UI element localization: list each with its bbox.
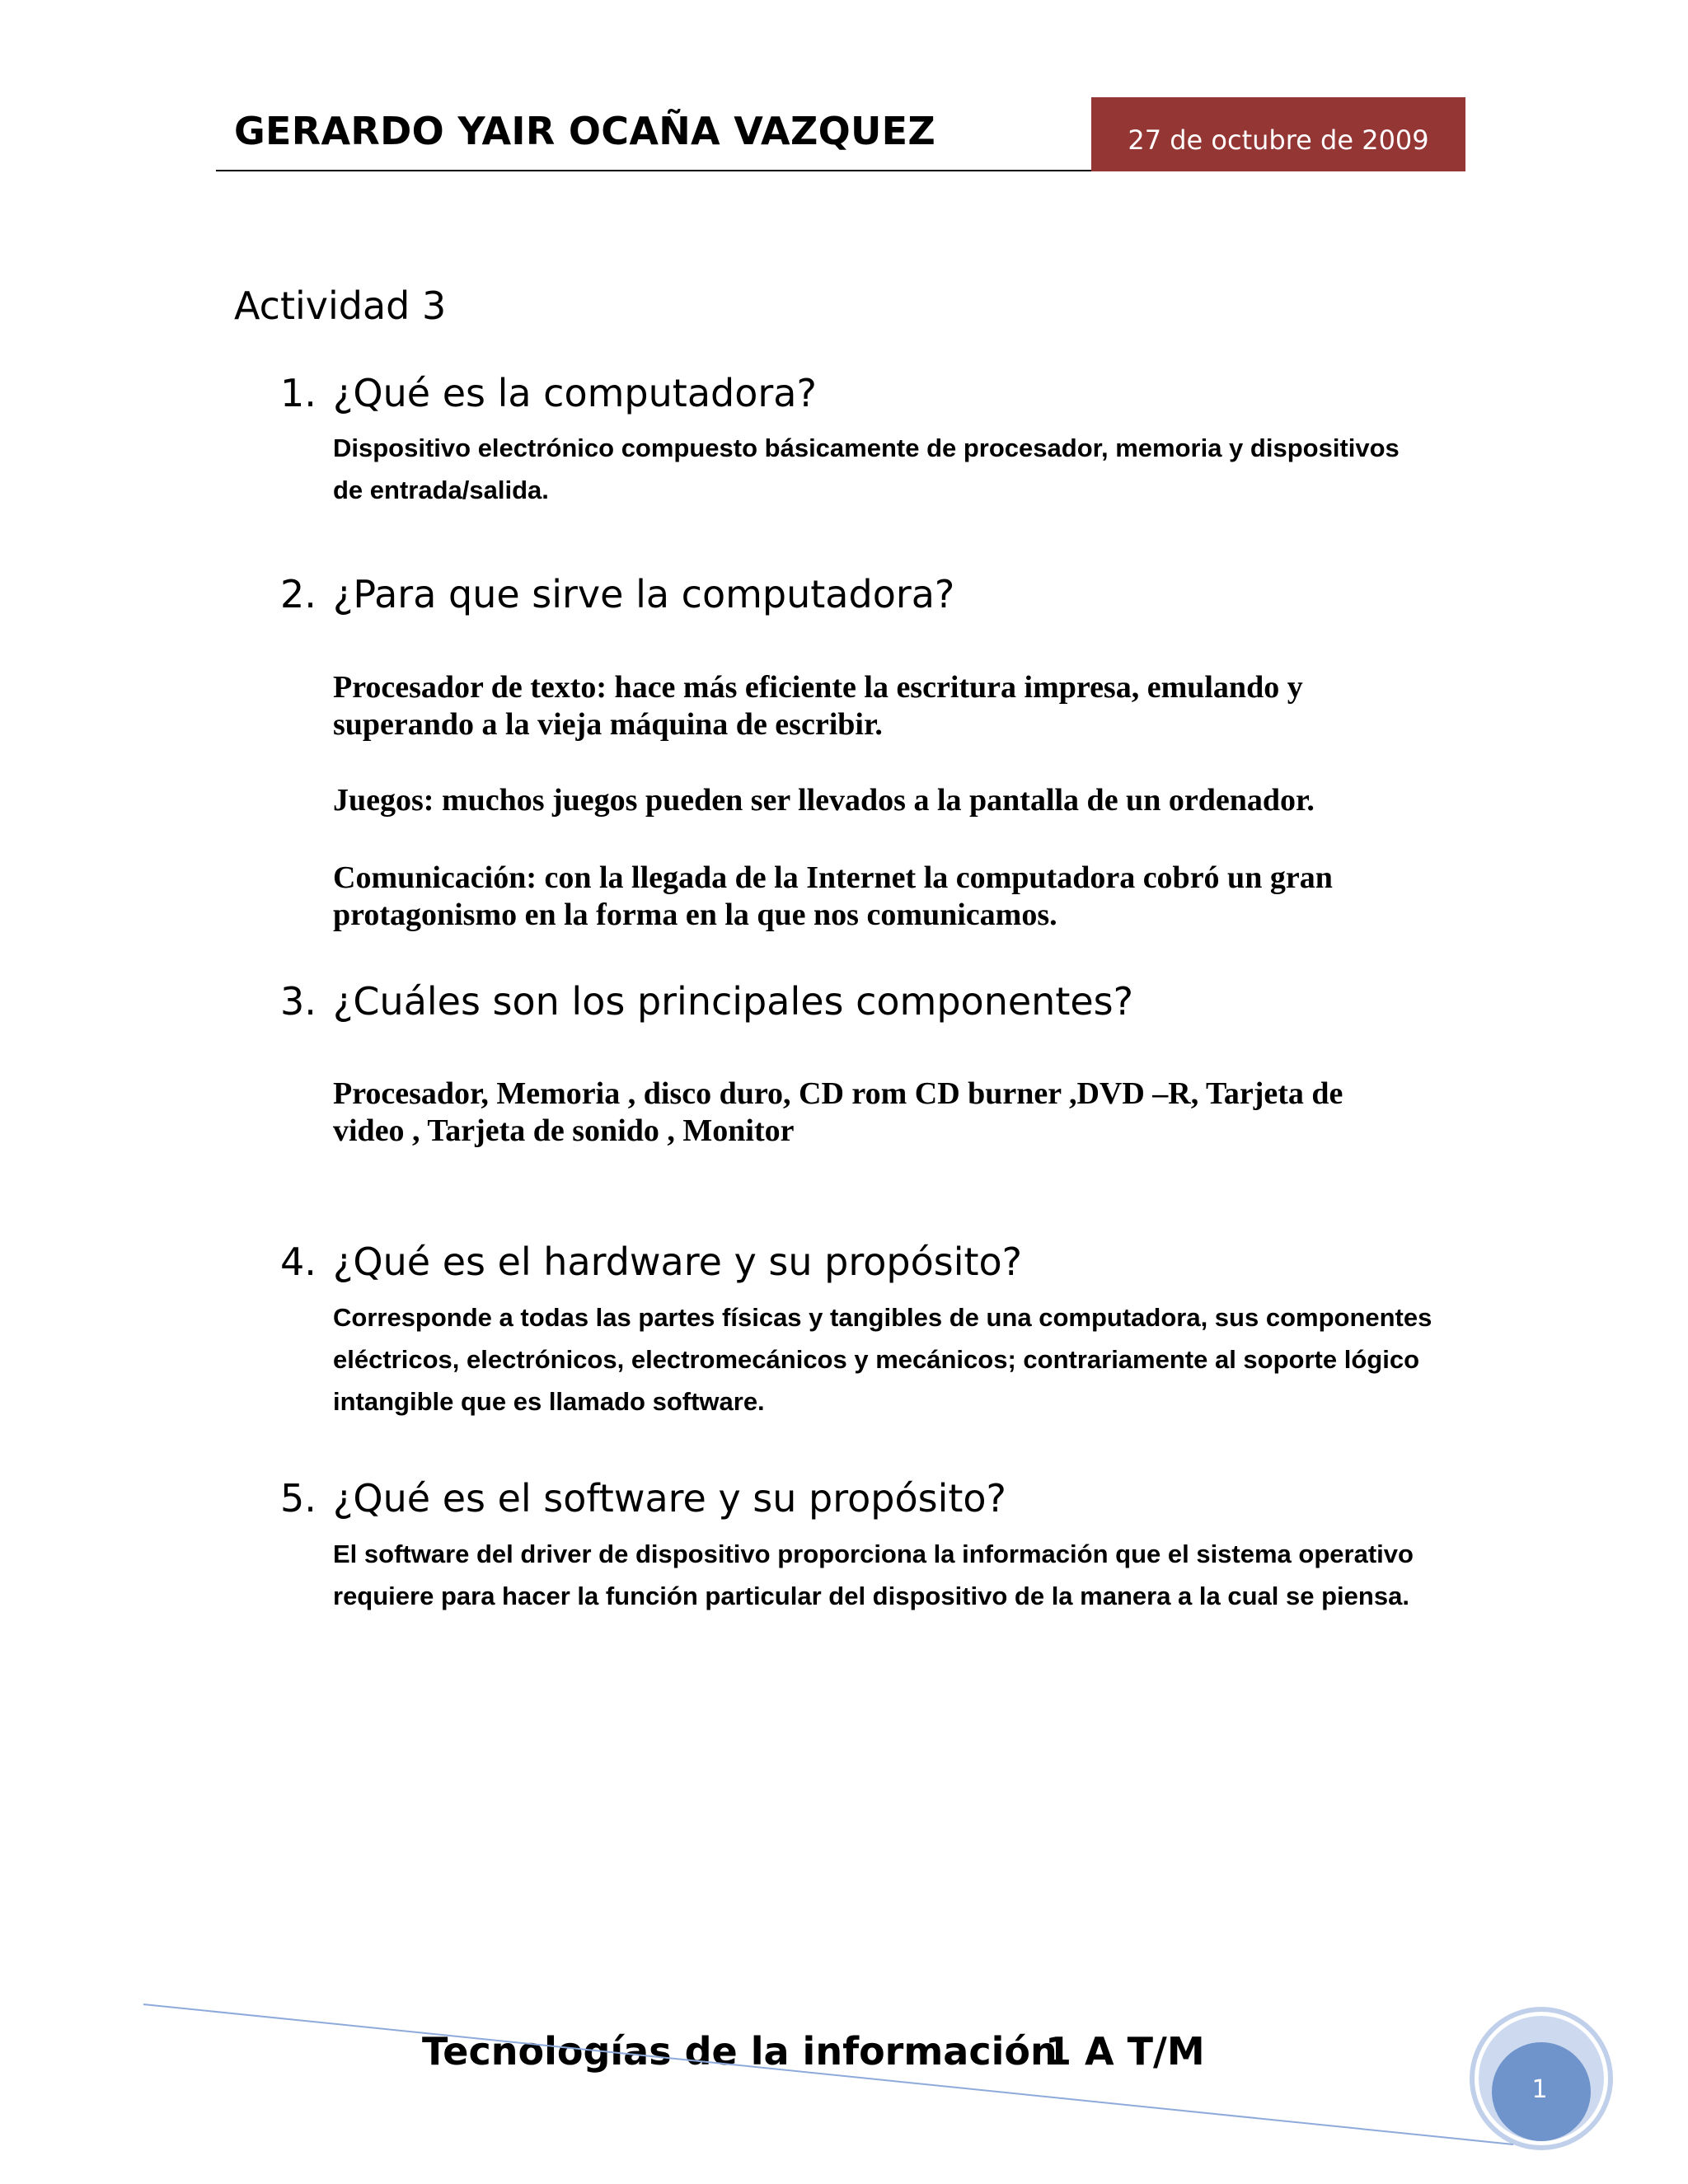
answer-line: Comunicación: con la llegada de la Internet la computadora cobró un gran [333,860,1333,895]
question-text: ¿Cuáles son los principales componentes? [333,979,1134,1024]
answer-line: Dispositivo electrónico compuesto básicamente de procesador, memoria y dispositivos [333,434,1400,462]
answer-line: de entrada/salida. [333,476,549,504]
question-number: 3. [280,979,316,1024]
question-text: ¿Qué es la computadora? [333,371,817,415]
answer-line: Procesador de texto: hace más eficiente la escritura impresa, emulando y [333,670,1303,705]
answer-line: eléctricos, electrónicos, electromecánicos y mecánicos; contrariamente al soporte lógico [333,1345,1419,1374]
footer-course: Tecnologías de la información [422,2029,1057,2074]
page-number: 1 [1531,2075,1548,2104]
answer-line: Procesador, Memoria , disco duro, CD rom CD burner ,DVD –R, Tarjeta de [333,1076,1343,1111]
answer-line: protagonismo en la forma en la que nos comunicamos. [333,898,1057,932]
answer-line: Corresponde a todas las partes físicas y tangibles de una computadora, sus componentes [333,1303,1432,1332]
question-number: 4. [280,1240,316,1284]
question-number: 1. [280,371,316,415]
activity-title: Actividad 3 [234,284,447,328]
question-text: ¿Qué es el hardware y su propósito? [333,1240,1023,1284]
footer-line-stroke [143,2004,1513,2144]
question-text: ¿Para que sirve la computadora? [333,572,955,616]
answer-line: video , Tarjeta de sonido , Monitor [333,1113,795,1148]
question-number: 2. [280,572,316,616]
question-number: 5. [280,1476,316,1521]
answer-line: Juegos: muchos juegos pueden ser llevados a la pantalla de un ordenador. [333,783,1315,818]
date-text: 27 de octubre de 2009 [1128,124,1429,156]
author-name: GERARDO YAIR OCAÑA VAZQUEZ [234,109,936,153]
answer-line: requiere para hacer la función particular del dispositivo de la manera a la cual se piensa. [333,1582,1409,1610]
answer-line: El software del driver de dispositivo proporciona la información que el sistema operativo [333,1540,1414,1568]
footer-group: 1 A T/M [1045,2029,1205,2074]
question-text: ¿Qué es el software y su propósito? [333,1476,1006,1521]
answer-line: superando a la vieja máquina de escribir. [333,707,883,742]
answer-line: intangible que es llamado software. [333,1387,765,1416]
